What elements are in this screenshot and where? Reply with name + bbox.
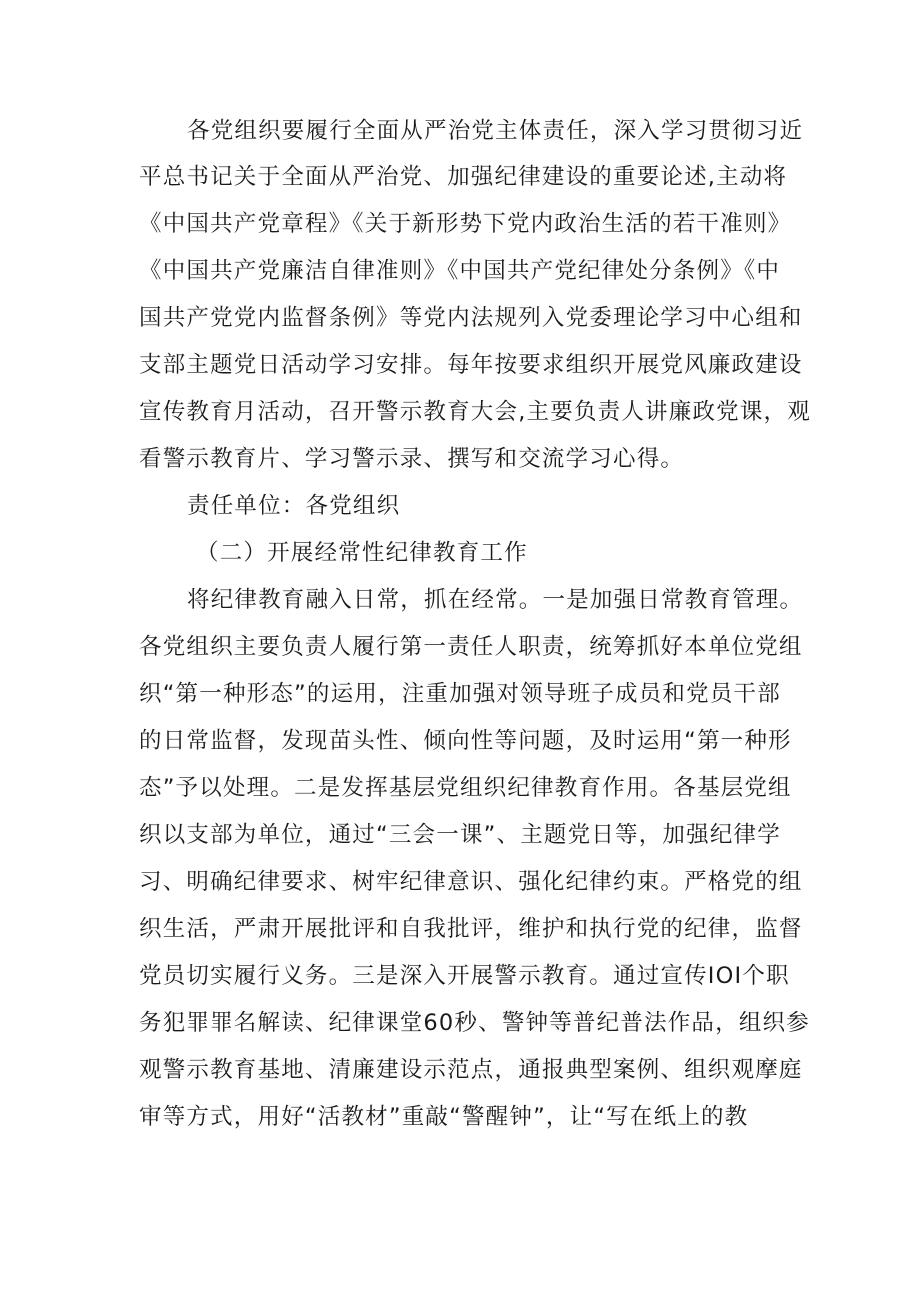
text-line-14: 的日常监督，发现苗头性、倾向性等问题，及时运用“第一种形 [139, 728, 792, 754]
text-line-12: 各党组织主要负责人履行第一责任人职责，统筹抓好本单位党组 [139, 634, 803, 660]
text-line-19: 党员切实履行义务。三是深入开展警示教育。通过宣传IOI个职 [139, 963, 790, 989]
text-line-18: 织生活，严肃开展批评和自我批评，维护和执行党的纪律，监督 [139, 916, 803, 942]
text-line-3: 《中国共产党章程》《关于新形势下党内政治生活的若干准则》 [139, 211, 792, 237]
responsible-unit: 责任单位：各党组织 [187, 493, 401, 519]
text-line-21: 观警示教育基地、清廉建设示范点，通报典型案例、组织观摩庭 [139, 1057, 803, 1083]
text-line-8: 看警示教育片、学习警示录、撰写和交流学习心得。 [139, 446, 685, 472]
text-line-22: 审等方式，用好“活教材”重敲“警醒钟”，让“写在纸上的教 [139, 1104, 749, 1130]
text-line-7: 宣传教育月活动，召开警示教育大会,主要负责人讲廉政党课，观 [139, 399, 811, 425]
text-line-5: 国共产党党内监督条例》等党内法规列入党委理论学习中心组和 [139, 305, 803, 331]
text-line-20: 务犯罪罪名解读、纪律课堂60秒、警钟等普纪普法作品，组织参 [139, 1010, 810, 1036]
section-heading: （二）开展经常性纪律教育工作 [196, 540, 528, 566]
text-line-6: 支部主题党日活动学习安排。每年按要求组织开展党风廉政建设 [139, 352, 803, 378]
text-line-16: 织以支部为单位，通过“三会一课”、主题党日等，加强纪律学 [139, 822, 781, 848]
text-line-13: 织“第一种形态”的运用，注重加强对领导班子成员和党员干部 [139, 681, 781, 707]
text-line-15: 态”予以处理。二是发挥基层党组织纪律教育作用。各基层党组 [139, 775, 792, 801]
text-line-11: 将纪律教育融入日常，抓在经常。一是加强日常教育管理。 [187, 587, 804, 613]
text-line-2: 平总书记关于全面从严治党、加强纪律建设的重要论述,主动将 [139, 164, 788, 190]
text-line-4: 《中国共产党廉洁自律准则》《中国共产党纪律处分条例》《中 [139, 258, 781, 284]
text-line-17: 习、明确纪律要求、树牢纪律意识、强化纪律约束。严格党的组 [139, 869, 803, 895]
text-line-1: 各党组织要履行全面从严治党主体责任，深入学习贯彻习近 [187, 118, 804, 144]
